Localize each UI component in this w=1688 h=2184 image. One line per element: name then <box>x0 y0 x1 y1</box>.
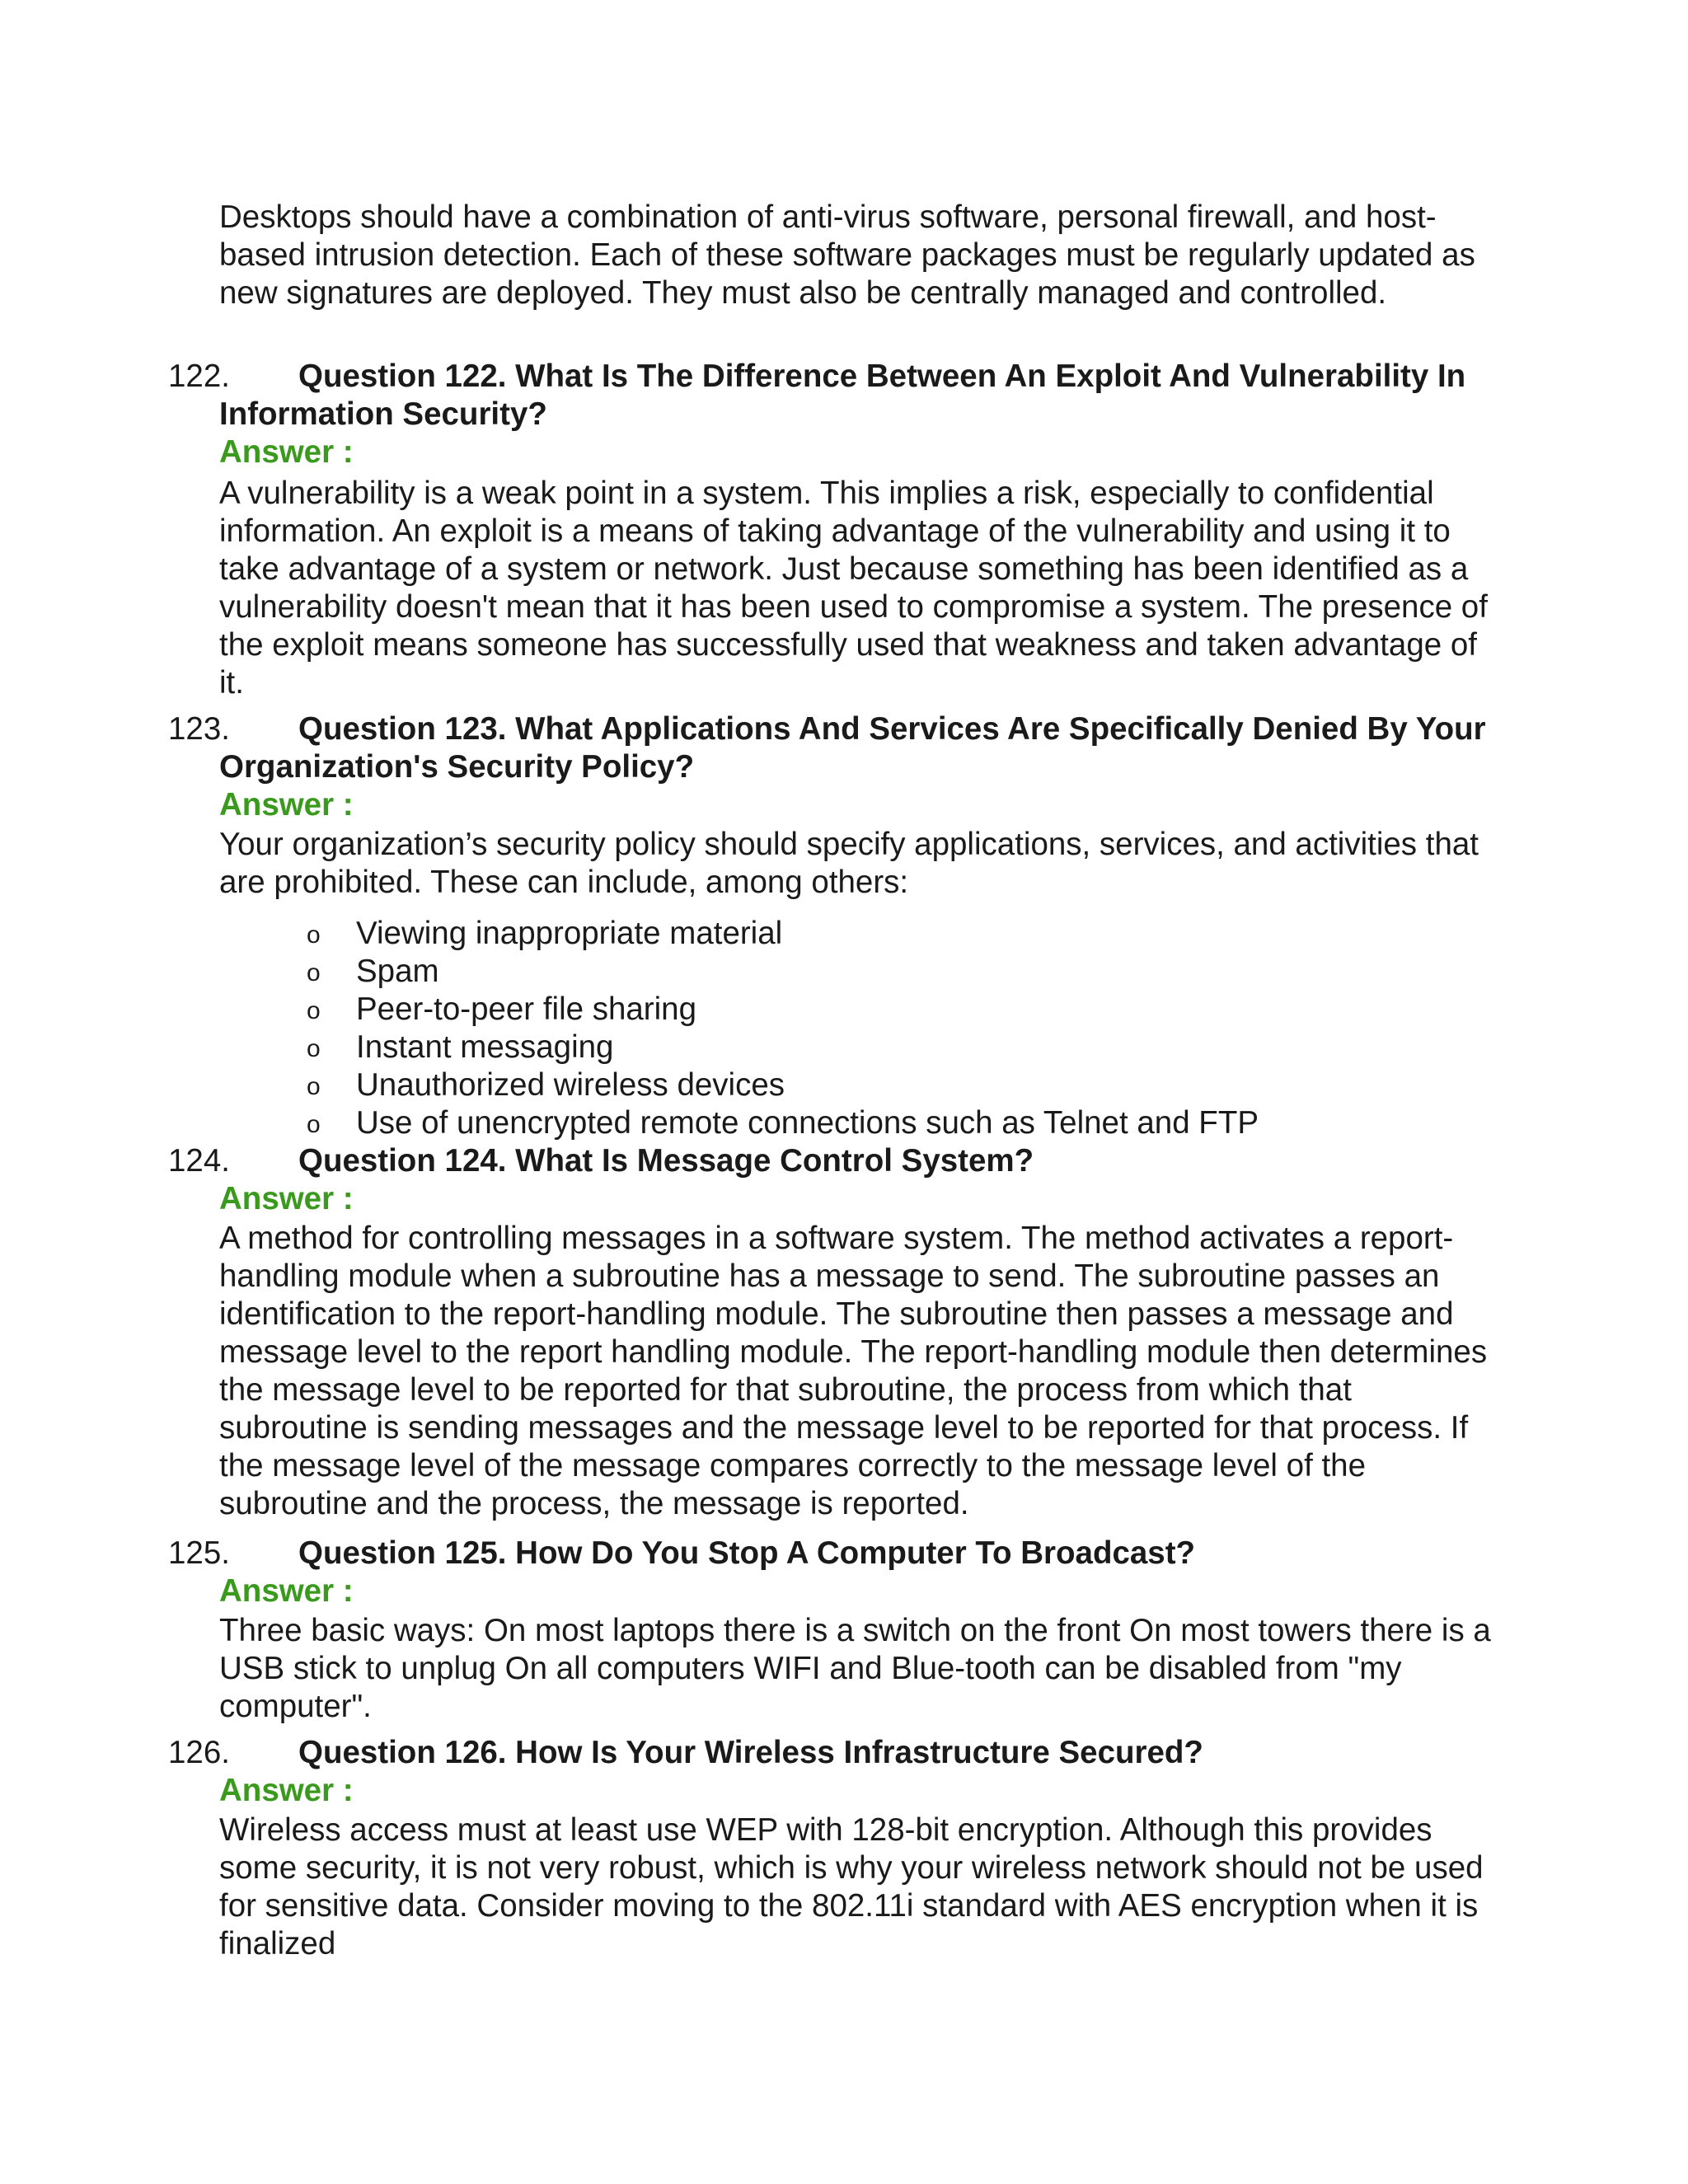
question-title: Question 122. What Is The Difference Between An Exploit And Vulnerability In Information Security? <box>219 359 1466 432</box>
intro-paragraph: Desktops should have a combination of anti-virus software, personal firewall, and host-based intrusion detection. Each of these software packages must be regularly updated as new signatures are deployed. They must also be centrally managed and controlled. <box>219 199 1475 311</box>
list-item-text: Viewing inappropriate material <box>356 916 783 951</box>
list-item <box>305 953 1459 991</box>
answer-text: A method for controlling messages in a software system. The method activates a report-handling module when a subroutine has a message to send. The subroutine passes an identification to the report-handling module. The subroutine then passes a message and message level to the report handling module. The report-handling module then determines the message level to be reported for that subroutine, the process from which that subroutine is sending messages and the message level to be reported for that process. If the message level of the message compares correctly to the message level of the subroutine and the process, the message is reported. <box>219 1221 1488 1521</box>
question-title: Question 123. What Applications And Services Are Specifically Denied By Your Organization's Security Policy? <box>219 711 1486 785</box>
question-title: Question 124. What Is Message Control System? <box>298 1143 1034 1179</box>
answer-label: Answer : <box>219 1181 354 1216</box>
question-number: 123. <box>168 711 230 747</box>
prohibited-list <box>305 915 1459 1142</box>
list-item-text: Unauthorized wireless devices <box>356 1067 785 1103</box>
question-title: Question 125. How Do You Stop A Computer To Broadcast? <box>298 1535 1196 1571</box>
answer-text: Wireless access must at least use WEP with 128-bit encryption. Although this provides some security, it is not very robust, which is why your wireless network should not be used for sensitive data. Consider moving to the 802.11i standard with AES encryption when it is finalized <box>219 1812 1484 1961</box>
list-item <box>305 1104 1459 1142</box>
answer-label: Answer : <box>219 1573 354 1609</box>
list-item-text: Spam <box>356 954 439 989</box>
bullet-icon: o <box>307 959 321 987</box>
answer-text: A vulnerability is a weak point in a system. This implies a risk, especially to confidential information. An exploit is a means of taking advantage of the vulnerability and using it to take advantage of a system or network. Just because something has been identified as a vulnerability doesn't mean that it has been used to compromise a system. The presence of the exploit means someone has successfully used that weakness and taken advantage of it. <box>219 476 1488 701</box>
bullet-icon: o <box>307 921 321 949</box>
bullet-icon: o <box>307 1111 321 1138</box>
question-number: 126. <box>168 1735 230 1770</box>
bullet-icon: o <box>307 1035 321 1062</box>
bullet-icon: o <box>307 997 321 1024</box>
list-item <box>305 991 1459 1029</box>
list-item-text: Peer-to-peer file sharing <box>356 991 697 1027</box>
answer-label: Answer : <box>219 434 354 470</box>
list-item <box>305 915 1459 953</box>
answer-label: Answer : <box>219 787 354 823</box>
question-number: 125. <box>168 1535 230 1571</box>
question-number: 122. <box>168 359 230 394</box>
list-item <box>305 1066 1459 1104</box>
list-item-text: Use of unencrypted remote connections such as Telnet and FTP <box>356 1105 1259 1141</box>
answer-label: Answer : <box>219 1773 354 1808</box>
bullet-icon: o <box>307 1073 321 1100</box>
question-number: 124. <box>168 1143 230 1179</box>
question-title: Question 126. How Is Your Wireless Infrastructure Secured? <box>298 1735 1203 1770</box>
list-item <box>305 1029 1459 1066</box>
answer-text: Your organization’s security policy should specify applications, services, and activities that are prohibited. These can include, among others: <box>219 827 1479 900</box>
list-item-text: Instant messaging <box>356 1029 614 1065</box>
answer-text: Three basic ways: On most laptops there is a switch on the front On most towers there is a USB stick to unplug On all computers WIFI and Blue-tooth can be disabled from "my computer". <box>219 1613 1491 1724</box>
